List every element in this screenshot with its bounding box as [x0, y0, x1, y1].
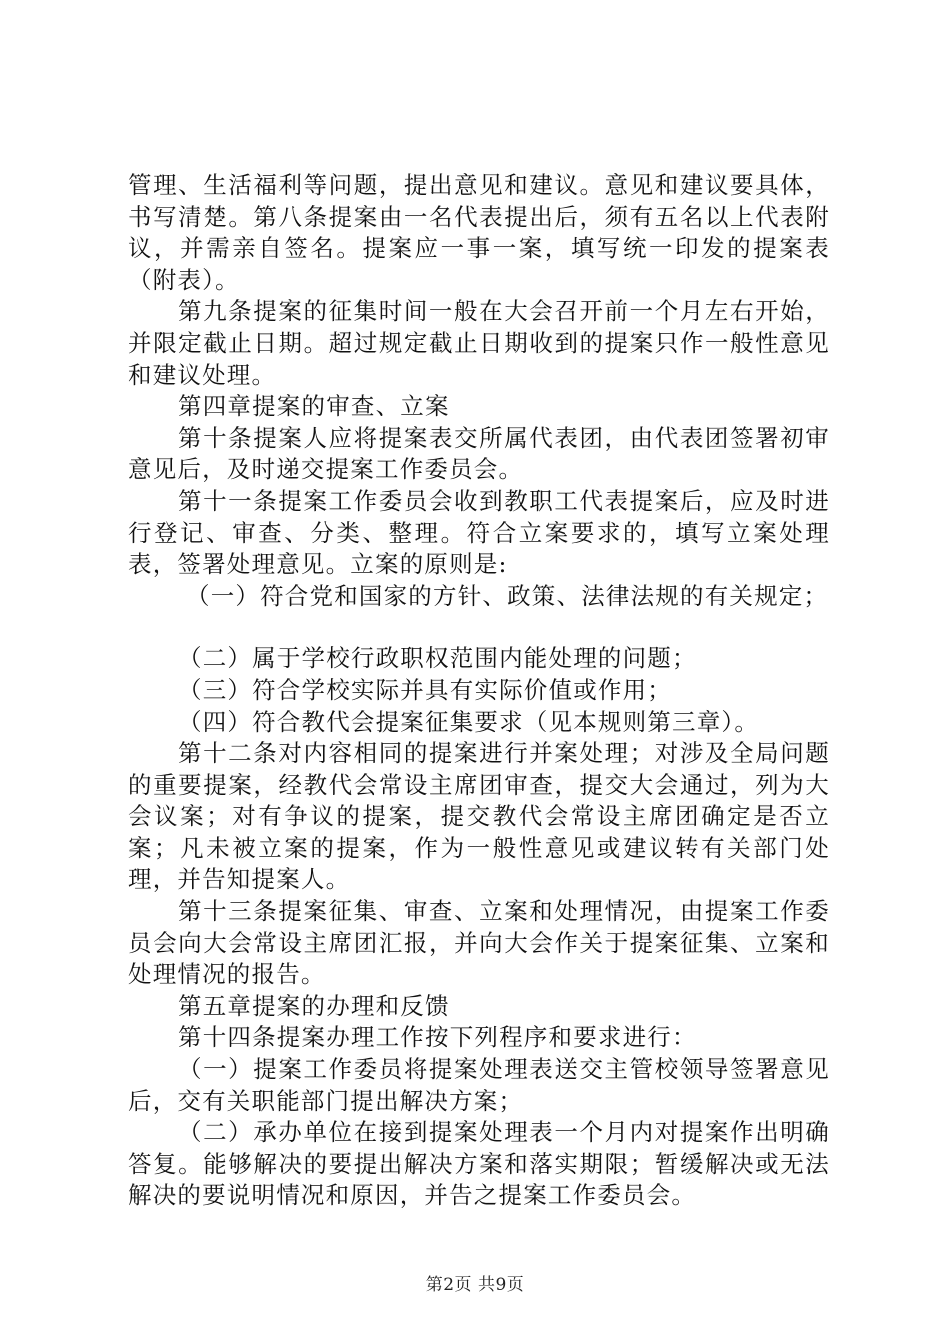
paragraph-continued: 管理、生活福利等问题，提出意见和建议。意见和建议要具体，书写清楚。第八条提案由一名代表提出后，须有五名以上代表附议，并需亲自签名。提案应一事一案，填写统一印发的提案表（附表）。	[128, 171, 830, 294]
page-footer	[0, 1270, 950, 1295]
list-item-procedure-2: （二）承办单位在接到提案处理表一个月内对提案作出明确答复。能够解决的要提出解决方案和落实期限；暂缓解决或无法解决的要说明情况和原因，并告之提案工作委员会。	[128, 1118, 830, 1210]
chapter-heading-4: 第四章提案的审查、立案	[178, 392, 450, 421]
document-body	[128, 170, 830, 1212]
paragraph-article-12: 第十二条对内容相同的提案进行并案处理；对涉及全局问题的重要提案，经教代会常设主席团审查，提交大会通过，列为大会议案；对有争议的提案，提交教代会常设主席团确定是否立案；凡未被立案的提案，作为一般性意见或建议转有关部门处理，并告知提案人。	[128, 739, 830, 894]
list-item-3: （三）符合学校实际并具有实际价值或作用；	[178, 675, 672, 704]
list-item-procedure-1: （一）提案工作委员将提案处理表送交主管校领导签署意见后，交有关职能部门提出解决方案；	[128, 1055, 830, 1115]
paragraph-article-11: 第十一条提案工作委员会收到教职工代表提案后，应及时进行登记、审查、分类、整理。符合立案要求的，填写立案处理表，签署处理意见。立案的原则是:	[128, 486, 830, 579]
paragraph-article-10: 第十条提案人应将提案表交所属代表团，由代表团签署初审意见后，及时递交提案工作委员会。	[128, 423, 830, 484]
list-item-4: （四）符合教代会提案征集要求（见本规则第三章）。	[178, 707, 760, 736]
list-item-2: （二）属于学校行政职权范围内能处理的问题；	[178, 644, 697, 673]
paragraph-article-9: 第九条提案的征集时间一般在大会召开前一个月左右开始，并限定截止日期。超过规定截止日期收到的提案只作一般性意见和建议处理。	[128, 297, 830, 389]
paragraph-article-14: 第十四条提案办理工作按下列程序和要求进行：	[178, 1023, 697, 1052]
paragraph-article-13: 第十三条提案征集、审查、立案和处理情况，由提案工作委员会向大会常设主席团汇报，并向大会作关于提案征集、立案和处理情况的报告。	[128, 897, 830, 989]
page-number-label: 第2页 共9页	[425, 1275, 525, 1295]
list-item-1: （一）符合党和国家的方针、政策、法律法规的有关规定；	[186, 581, 829, 610]
chapter-heading-5: 第五章提案的办理和反馈	[178, 991, 450, 1020]
